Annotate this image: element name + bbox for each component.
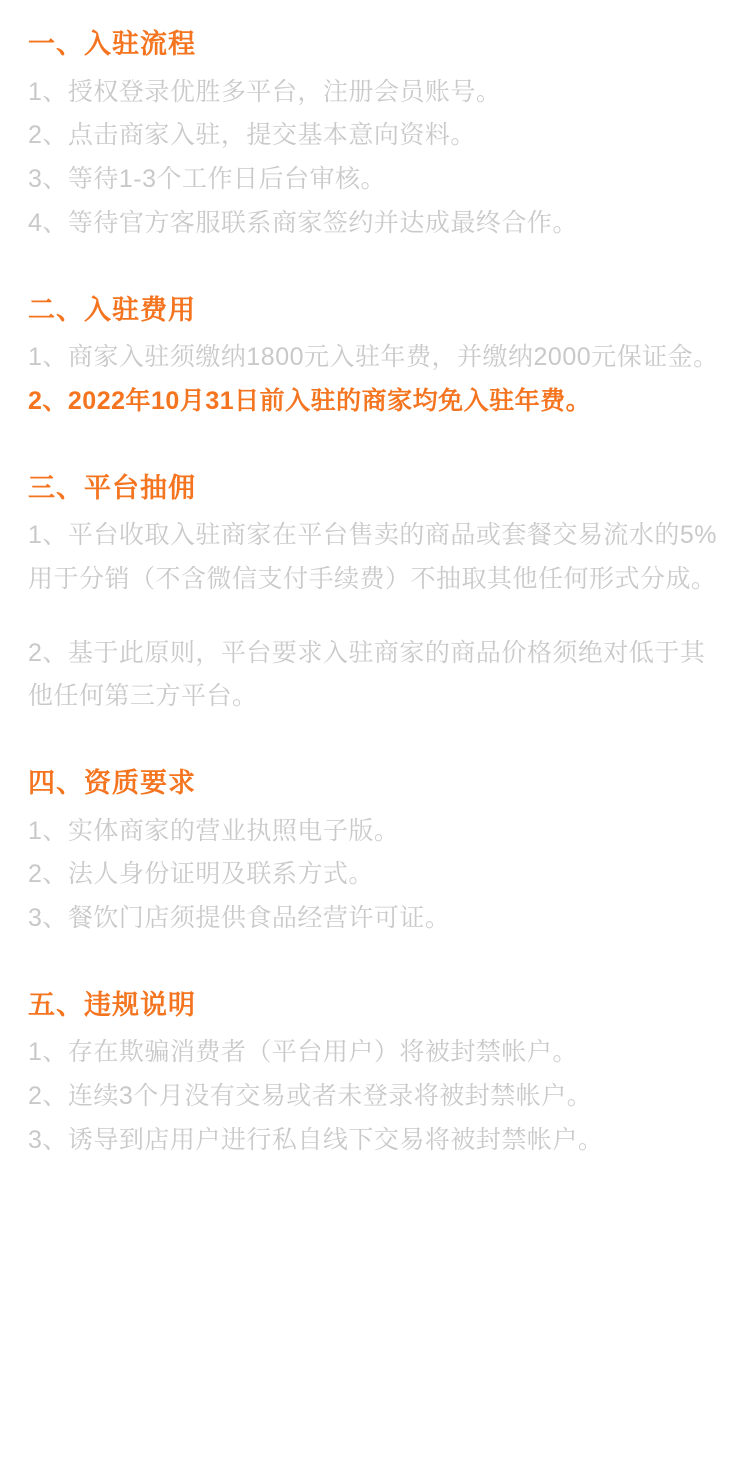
list-item: 2、连续3个月没有交易或者未登录将被封禁帐户。 xyxy=(28,1082,593,1110)
section-title: 四、资质要求 xyxy=(28,768,196,798)
list-item: 2、点击商家入驻，提交基本意向资料。 xyxy=(28,121,476,150)
section-violation-notice xyxy=(28,985,722,1163)
list-item: 1、实体商家的营业执照电子版。 xyxy=(28,816,400,845)
list-item: 3、诱导到店用户进行私自线下交易将被封禁帐户。 xyxy=(28,1125,604,1154)
list-item: 4、等待官方客服联系商家签约并达成最终合作。 xyxy=(28,208,578,237)
section-platform-commission xyxy=(28,468,722,720)
list-item: 2、法人身份证明及联系方式。 xyxy=(28,860,374,889)
list-item: 1、商家入驻须缴纳1800元入驻年费，并缴纳2000元保证金。 xyxy=(28,343,719,371)
list-item: 1、存在欺骗消费者（平台用户）将被封禁帐户。 xyxy=(28,1038,578,1067)
list-item: 1、授权登录优胜多平台，注册会员账号。 xyxy=(28,77,502,106)
section-title: 一、入驻流程 xyxy=(28,29,196,59)
item-spacer xyxy=(28,602,722,632)
section-divider-spacer xyxy=(28,941,722,985)
section-onboarding-process xyxy=(28,24,722,246)
list-item: 3、等待1-3个工作日后台审核。 xyxy=(28,165,387,193)
section-title: 二、入驻费用 xyxy=(28,294,196,325)
list-item-highlighted: 2、2022年10月31日前入驻的商家均免入驻年费。 xyxy=(28,386,592,415)
list-item: 1、平台收取入驻商家在平台售卖的商品或套餐交易流水的5%用于分销（不含微信支付手续费）不抽取其他任何形式分成。 xyxy=(28,521,718,593)
list-item: 3、餐饮门店须提供食品经营许可证。 xyxy=(28,904,451,932)
section-divider-spacer xyxy=(28,424,722,468)
section-title: 三、平台抽佣 xyxy=(28,472,196,503)
section-divider-spacer xyxy=(28,719,722,763)
section-title: 五、违规说明 xyxy=(28,989,196,1020)
section-qualification-requirements xyxy=(28,763,722,941)
section-onboarding-fee xyxy=(28,290,722,424)
section-divider-spacer xyxy=(28,246,722,290)
list-item: 2、基于此原则，平台要求入驻商家的商品价格须绝对低于其他任何第三方平台。 xyxy=(28,638,706,711)
